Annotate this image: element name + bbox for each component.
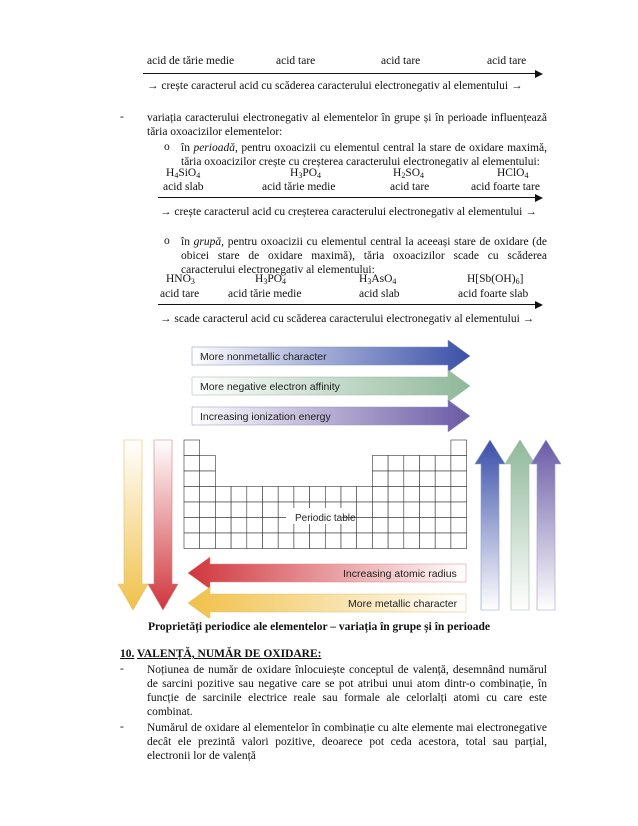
acid-label: acid tărie medie: [228, 288, 302, 300]
periodic-table-cell: [451, 533, 467, 549]
arrow-ionization-energy: [192, 400, 470, 432]
formula: [255, 273, 286, 285]
periodic-table-cell: [388, 518, 404, 534]
subscript: 3: [190, 277, 195, 286]
formula: [467, 273, 523, 285]
text: în: [181, 236, 194, 248]
sub-bullet: o: [164, 235, 170, 247]
sub-list-item: [181, 235, 547, 277]
acid-label: acid de tărie medie: [147, 55, 235, 67]
arrow-metallic: [188, 587, 466, 618]
acid-label: acid tărie medie: [262, 181, 336, 193]
subscript: 4: [174, 171, 179, 180]
arrow-label: Increasing atomic radius: [343, 568, 457, 580]
periodic-table-cell: [372, 456, 388, 472]
periodic-table-cell: [451, 456, 467, 472]
periodic-table-cell: [294, 487, 310, 503]
periodic-table-cell: [200, 471, 216, 487]
periodic-table-cell: [357, 533, 373, 549]
periodic-table-cell: [200, 487, 216, 503]
periodic-table-cell: [435, 471, 451, 487]
periodic-table-cell: [404, 471, 420, 487]
periodic-table-cell: [404, 456, 420, 472]
formula: [166, 167, 200, 179]
periodic-table-cell: [263, 487, 279, 503]
figure-caption: Proprietăți periodice ale elementelor – variația în grupe și în perioade: [148, 621, 490, 633]
trend-arrow-text: → scade caracterul acid cu scăderea caracterului electronegativ al elementului →: [160, 313, 535, 325]
periodic-table-cell: [420, 487, 436, 503]
periodic-table-cell: [310, 533, 326, 549]
arrow-label: More metallic character: [348, 598, 458, 610]
periodic-table-cell: [184, 487, 200, 503]
acid-label: acid tare: [390, 181, 430, 193]
periodic-table-cell: [200, 456, 216, 472]
acid-label: acid tare: [160, 288, 200, 300]
sub-bullet: o: [164, 141, 170, 153]
trend-arrow-text: → crește caracterul acid cu creșterea caracterului electronegativ al elementului →: [160, 206, 537, 218]
formula-part: H[Sb(OH): [467, 273, 516, 285]
periodic-table-cell: [451, 471, 467, 487]
acid-label: acid tare: [276, 55, 316, 67]
periodic-table-cell: [184, 456, 200, 472]
periodic-table-cell: [215, 533, 231, 549]
periodic-table-cell: [388, 456, 404, 472]
periodic-table-cell: [372, 471, 388, 487]
periodic-table-cell: [388, 471, 404, 487]
periodic-table-cell: [451, 440, 467, 456]
periodic-table-cell: [325, 487, 341, 503]
periodic-table-cell: [357, 518, 373, 534]
subscript: 4: [196, 171, 201, 180]
periodic-table-cell: [420, 456, 436, 472]
subscript: 3: [263, 277, 268, 286]
acid-label: acid foarte slab: [458, 288, 529, 300]
periodic-table-cell: [372, 487, 388, 503]
periodic-table-grid: [184, 440, 467, 549]
acid-label: acid slab: [359, 288, 400, 300]
formula-part: H: [290, 167, 299, 179]
formula-part: SO: [405, 167, 421, 179]
periodic-table-cell: [372, 518, 388, 534]
periodic-table-cell: [263, 502, 279, 518]
arrow-up-purple: [531, 440, 561, 610]
arrow-up-green: [505, 440, 535, 610]
periodic-table-cell: [247, 533, 263, 549]
subscript: 3: [367, 277, 372, 286]
text: în: [181, 142, 194, 154]
subscript: 6: [515, 277, 520, 286]
arrow-line: [143, 73, 541, 74]
arrow-down-red: [148, 440, 178, 610]
paragraph: Numărul de oxidare al elementelor în combinație cu alte elemente mai electronegative decât ele prezintă valori pozitive, deoarece pot ceda acestora, total sau parțial, electronii lor de valență: [147, 722, 547, 762]
periodic-table-cell: [278, 487, 294, 503]
periodic-table-cell: [435, 502, 451, 518]
paragraph: Noțiunea de număr de oxidare înlocuiește conceptul de valență, desemnând numărul de sarcini pozitive sau negative care se pot atribui unui atom dintr-o combinație, în funcție de sarcinile electrice reale sau formale ale celorlalți atomi cu care este combinat.: [147, 664, 547, 718]
formula: [290, 167, 321, 179]
periodic-table-cell: [231, 518, 247, 534]
arrow-electron-affinity: [192, 370, 470, 402]
periodic-table-cell: [231, 502, 247, 518]
arrow-nonmetallic: [192, 340, 470, 372]
periodic-table-cell: [263, 533, 279, 549]
periodic-table-cell: [451, 487, 467, 503]
periodic-table-cell: [451, 502, 467, 518]
formula-part: H: [393, 167, 402, 179]
arrow-line: [158, 304, 541, 305]
periodic-table-cell: [341, 533, 357, 549]
periodic-table-cell: [341, 487, 357, 503]
periodic-table-cell: [200, 518, 216, 534]
section-heading: [120, 648, 322, 660]
arrow-line: [158, 197, 541, 198]
periodic-table-cell: [357, 487, 373, 503]
acid-label: acid tare: [381, 55, 421, 67]
periodic-table-cell: [388, 487, 404, 503]
acid-label: acid tare: [487, 55, 527, 67]
formula-part: H: [359, 273, 368, 285]
list-item-text: variația caracterului electronegativ al elementelor în grupe și în perioade influențează tăria oxoacizilor elementelor:: [147, 112, 547, 138]
periodic-table-cell: [420, 533, 436, 549]
periodic-table-cell: [200, 502, 216, 518]
periodic-table-cell: [231, 533, 247, 549]
periodic-table-cell: [325, 533, 341, 549]
formula: [497, 167, 528, 179]
acid-label: acid slab: [163, 181, 204, 193]
periodic-table-cell: [404, 533, 420, 549]
periodic-table-cell: [357, 502, 373, 518]
arrow-label: Increasing ionization energy: [200, 411, 331, 423]
formula: [393, 167, 424, 179]
formula: [359, 273, 396, 285]
periodic-table-cell: [404, 487, 420, 503]
periodic-table-cell: [420, 471, 436, 487]
trend-arrow-text: → crește caracterul acid cu scăderea caracterului electronegativ al elementului →: [147, 80, 523, 92]
subscript: 4: [420, 171, 425, 180]
list-dash: -: [120, 663, 124, 675]
periodic-table-cell: [184, 533, 200, 549]
periodic-table-cell: [420, 518, 436, 534]
subscript: 4: [524, 171, 529, 180]
periodic-table-cell: [263, 518, 279, 534]
subscript: 4: [317, 171, 322, 180]
section-title: VALENȚĂ, NUMĂR DE OXIDARE:: [137, 648, 322, 660]
periodic-table-cell: [435, 456, 451, 472]
formula-part: H: [166, 167, 175, 179]
periodic-table-cell: [294, 533, 310, 549]
subscript: 3: [298, 171, 303, 180]
formula-part: AsO: [371, 273, 393, 285]
text: , pentru oxoacizii cu elementul central la stare de oxidare maximă, tăria oxoacizilor crește cu creșterea caracterului electronegativ al elementului:: [181, 142, 547, 168]
arrow-label: More nonmetallic character: [200, 351, 327, 363]
periodic-table-cell: [435, 533, 451, 549]
periodic-table-cell: [247, 502, 263, 518]
periodic-table-cell: [388, 533, 404, 549]
acid-label: acid foarte tare: [471, 181, 540, 193]
periodic-table-cell: [184, 502, 200, 518]
periodic-table-cell: [388, 502, 404, 518]
periodic-table-cell: [404, 502, 420, 518]
arrow-atomic-radius: [188, 557, 466, 589]
text: , pentru oxoacizii cu elementul central la aceeași stare de oxidare (de obicei stare de oxidare maximă), tăria oxoacizilor scade cu scăderea caracterului electronegativ al elementului:: [181, 236, 547, 276]
periodic-table-label: Periodic table: [295, 513, 356, 524]
periodic-table-cell: [435, 518, 451, 534]
arrow-label: More negative electron affinity: [200, 381, 340, 393]
formula-part: HClO: [497, 167, 525, 179]
list-dash: -: [120, 111, 124, 123]
periodic-table-cell: [310, 487, 326, 503]
formula-part: PO: [302, 167, 318, 179]
subscript: 2: [401, 171, 406, 180]
subscript: 4: [282, 277, 287, 286]
periodic-table-cell: [184, 471, 200, 487]
periodic-table-cell: [247, 487, 263, 503]
formula-part: SiO: [178, 167, 197, 179]
formula-part: HNO: [166, 273, 191, 285]
formula-part: PO: [267, 273, 283, 285]
periodic-table-cell: [278, 533, 294, 549]
periodic-table-cell: [420, 502, 436, 518]
arrow-up-blue: [475, 440, 505, 610]
periodic-table-cell: [247, 518, 263, 534]
sub-list-item: [181, 141, 547, 169]
emphasis: grupă: [193, 236, 222, 248]
emphasis: perioadă: [193, 142, 235, 154]
formula-row-2: [0, 273, 638, 289]
periodic-table-cell: [215, 518, 231, 534]
formula-part: H: [255, 273, 264, 285]
periodic-table-cell: [231, 487, 247, 503]
periodic-table-cell: [451, 518, 467, 534]
periodic-table-cell: [372, 533, 388, 549]
list-dash: -: [120, 721, 124, 733]
periodic-trends-figure: [0, 338, 638, 618]
periodic-table-cell: [215, 502, 231, 518]
arrow-down-yellow: [118, 440, 148, 610]
periodic-table-cell: [404, 518, 420, 534]
periodic-table-cell: [372, 502, 388, 518]
periodic-table-cell: [200, 533, 216, 549]
subscript: 4: [392, 277, 397, 286]
periodic-table-cell: [435, 487, 451, 503]
periodic-table-cell: [184, 518, 200, 534]
periodic-table-cell: [184, 440, 200, 456]
section-number: 10.: [120, 648, 135, 660]
periodic-table-cell: [215, 487, 231, 503]
formula-part: ]: [519, 273, 524, 285]
formula: [166, 273, 195, 285]
